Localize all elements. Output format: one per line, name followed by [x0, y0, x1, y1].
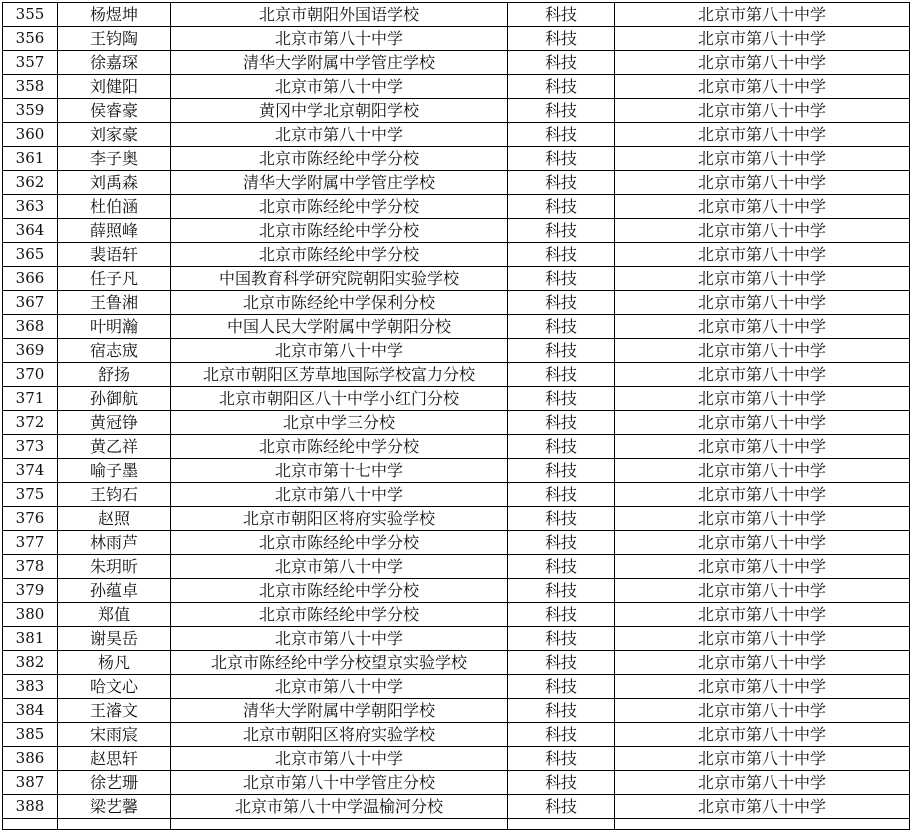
- admitted-school-cell: 北京市第八十中学: [615, 219, 910, 243]
- admitted-school-cell: 北京市第八十中学: [615, 363, 910, 387]
- admitted-school-cell: 北京市第八十中学: [615, 195, 910, 219]
- category-cell: 科技: [508, 651, 615, 675]
- school-name-cell: 清华大学附属中学朝阳学校: [171, 699, 508, 723]
- admitted-school-cell: 北京市第八十中学: [615, 267, 910, 291]
- school-name-cell: 北京市陈经纶中学分校望京实验学校: [171, 651, 508, 675]
- student-name-cell: 任子凡: [58, 267, 171, 291]
- admitted-school-cell: 北京市第八十中学: [615, 435, 910, 459]
- student-name-cell: 刘家豪: [58, 123, 171, 147]
- student-name-cell: 徐嘉琛: [58, 51, 171, 75]
- student-name-cell: 杨煜坤: [58, 3, 171, 27]
- table-row: [3, 651, 910, 675]
- school-name-cell: 北京市陈经纶中学分校: [171, 603, 508, 627]
- table-row: [3, 195, 910, 219]
- student-name-cell: 王濬文: [58, 699, 171, 723]
- row-number-cell: 360: [3, 123, 58, 147]
- table-row: [3, 699, 910, 723]
- student-name-cell: 宋雨宸: [58, 723, 171, 747]
- row-number-cell: 366: [3, 267, 58, 291]
- table-row: [3, 363, 910, 387]
- admitted-school-cell: 北京市第八十中学: [615, 459, 910, 483]
- school-name-cell: 北京市朝阳外国语学校: [171, 3, 508, 27]
- student-name-cell: 哈文心: [58, 675, 171, 699]
- admitted-school-cell: 北京市第八十中学: [615, 291, 910, 315]
- school-name-cell: 北京市陈经纶中学分校: [171, 579, 508, 603]
- table-row: [3, 507, 910, 531]
- category-cell: 科技: [508, 3, 615, 27]
- table-row: [3, 723, 910, 747]
- student-name-cell: 谢昊岳: [58, 627, 171, 651]
- student-name-cell: 李子奥: [58, 147, 171, 171]
- row-number-cell: 377: [3, 531, 58, 555]
- category-cell: 科技: [508, 147, 615, 171]
- category-cell: 科技: [508, 747, 615, 771]
- table-row: [3, 3, 910, 27]
- admitted-school-cell: 北京市第八十中学: [615, 507, 910, 531]
- category-cell: 科技: [508, 531, 615, 555]
- student-name-cell: 宿志宬: [58, 339, 171, 363]
- admitted-school-cell: 北京市第八十中学: [615, 483, 910, 507]
- school-name-cell: 北京市朝阳区将府实验学校: [171, 723, 508, 747]
- category-cell: 科技: [508, 171, 615, 195]
- category-cell: 科技: [508, 579, 615, 603]
- student-name-cell: 薛照峰: [58, 219, 171, 243]
- school-name-cell: 中国人民大学附属中学朝阳分校: [171, 315, 508, 339]
- table-row: [3, 27, 910, 51]
- school-name-cell: 黄冈中学北京朝阳学校: [171, 99, 508, 123]
- table-row: [3, 483, 910, 507]
- category-cell: 科技: [508, 267, 615, 291]
- student-name-cell: 黄乙祥: [58, 435, 171, 459]
- student-name-cell: 侯睿豪: [58, 99, 171, 123]
- admitted-school-cell: 北京市第八十中学: [615, 699, 910, 723]
- category-cell: 科技: [508, 51, 615, 75]
- row-number-cell: 356: [3, 27, 58, 51]
- row-number-cell: 362: [3, 171, 58, 195]
- row-number-cell: 359: [3, 99, 58, 123]
- table-row: [3, 171, 910, 195]
- school-name-cell: 北京市第十七中学: [171, 459, 508, 483]
- admitted-school-cell: 北京市第八十中学: [615, 603, 910, 627]
- admitted-school-cell: 北京市第八十中学: [615, 651, 910, 675]
- table-row: [3, 555, 910, 579]
- category-cell: 科技: [508, 483, 615, 507]
- school-name-cell: 清华大学附属中学管庄学校: [171, 51, 508, 75]
- table-row: [3, 123, 910, 147]
- admitted-school-cell: 北京市第八十中学: [615, 579, 910, 603]
- category-cell: 科技: [508, 243, 615, 267]
- admitted-school-cell: 北京市第八十中学: [615, 315, 910, 339]
- school-name-cell: 北京市第八十中学: [171, 627, 508, 651]
- school-name-cell: 北京市第八十中学: [171, 123, 508, 147]
- row-number-cell: 369: [3, 339, 58, 363]
- admitted-school-cell: 北京市第八十中学: [615, 627, 910, 651]
- category-cell: 科技: [508, 627, 615, 651]
- admitted-school-cell: 北京市第八十中学: [615, 339, 910, 363]
- school-name-cell: 北京市第八十中学温榆河分校: [171, 795, 508, 819]
- school-name-cell: 北京市第八十中学: [171, 675, 508, 699]
- student-name-cell: 王鲁湘: [58, 291, 171, 315]
- school-name-cell: 北京市陈经纶中学保利分校: [171, 291, 508, 315]
- student-name-cell: 裴语轩: [58, 243, 171, 267]
- admitted-school-cell: 北京市第八十中学: [615, 747, 910, 771]
- category-cell: 科技: [508, 195, 615, 219]
- row-number-cell: 375: [3, 483, 58, 507]
- school-name-cell: 北京市朝阳区芳草地国际学校富力分校: [171, 363, 508, 387]
- table-row: [3, 411, 910, 435]
- category-cell: 科技: [508, 99, 615, 123]
- school-name-cell: 北京市陈经纶中学分校: [171, 219, 508, 243]
- school-name-cell: 北京市陈经纶中学分校: [171, 243, 508, 267]
- category-cell: 科技: [508, 123, 615, 147]
- student-name-cell: 郑值: [58, 603, 171, 627]
- table-row: [3, 603, 910, 627]
- row-number-cell: 355: [3, 3, 58, 27]
- row-number-cell: 374: [3, 459, 58, 483]
- category-cell: 科技: [508, 219, 615, 243]
- category-cell: 科技: [508, 27, 615, 51]
- row-number-cell: 381: [3, 627, 58, 651]
- table-row: [3, 339, 910, 363]
- row-number-cell: 378: [3, 555, 58, 579]
- admitted-school-cell: 北京市第八十中学: [615, 243, 910, 267]
- row-number-cell: 382: [3, 651, 58, 675]
- row-number-cell: 364: [3, 219, 58, 243]
- admitted-school-cell: 北京市第八十中学: [615, 51, 910, 75]
- school-name-cell: 北京市朝阳区八十中学小红门分校: [171, 387, 508, 411]
- table-row: [3, 675, 910, 699]
- table-row: [3, 771, 910, 795]
- table-row: [3, 99, 910, 123]
- category-cell: 科技: [508, 291, 615, 315]
- admitted-school-cell: 北京市第八十中学: [615, 171, 910, 195]
- student-name-cell: 喻子墨: [58, 459, 171, 483]
- category-cell: 科技: [508, 411, 615, 435]
- partial-cell: [171, 819, 508, 830]
- school-name-cell: 北京市陈经纶中学分校: [171, 195, 508, 219]
- category-cell: 科技: [508, 771, 615, 795]
- student-name-cell: 朱玥昕: [58, 555, 171, 579]
- category-cell: 科技: [508, 387, 615, 411]
- admitted-school-cell: 北京市第八十中学: [615, 3, 910, 27]
- row-number-cell: 383: [3, 675, 58, 699]
- table-row: [3, 747, 910, 771]
- row-number-cell: 376: [3, 507, 58, 531]
- row-number-cell: 379: [3, 579, 58, 603]
- school-name-cell: 北京市第八十中学: [171, 75, 508, 99]
- partial-cell: [58, 819, 171, 830]
- admitted-school-cell: 北京市第八十中学: [615, 723, 910, 747]
- school-name-cell: 北京中学三分校: [171, 411, 508, 435]
- category-cell: 科技: [508, 555, 615, 579]
- row-number-cell: 357: [3, 51, 58, 75]
- row-number-cell: 370: [3, 363, 58, 387]
- table-row: [3, 147, 910, 171]
- student-name-cell: 杜伯涵: [58, 195, 171, 219]
- student-name-cell: 杨凡: [58, 651, 171, 675]
- school-name-cell: 北京市第八十中学: [171, 747, 508, 771]
- category-cell: 科技: [508, 315, 615, 339]
- admitted-school-cell: 北京市第八十中学: [615, 123, 910, 147]
- school-name-cell: 北京市朝阳区将府实验学校: [171, 507, 508, 531]
- table-row-partial: [3, 819, 910, 830]
- category-cell: 科技: [508, 507, 615, 531]
- row-number-cell: 380: [3, 603, 58, 627]
- partial-cell: [3, 819, 58, 830]
- school-name-cell: 北京市第八十中学管庄分校: [171, 771, 508, 795]
- table-row: [3, 291, 910, 315]
- school-name-cell: 北京市第八十中学: [171, 483, 508, 507]
- school-name-cell: 中国教育科学研究院朝阳实验学校: [171, 267, 508, 291]
- row-number-cell: 384: [3, 699, 58, 723]
- admitted-school-cell: 北京市第八十中学: [615, 795, 910, 819]
- school-name-cell: 北京市第八十中学: [171, 555, 508, 579]
- table-row: [3, 459, 910, 483]
- row-number-cell: 367: [3, 291, 58, 315]
- row-number-cell: 373: [3, 435, 58, 459]
- row-number-cell: 387: [3, 771, 58, 795]
- row-number-cell: 372: [3, 411, 58, 435]
- table-row: [3, 267, 910, 291]
- category-cell: 科技: [508, 699, 615, 723]
- admission-table: [2, 2, 910, 830]
- table-row: [3, 435, 910, 459]
- category-cell: 科技: [508, 459, 615, 483]
- student-name-cell: 叶明瀚: [58, 315, 171, 339]
- category-cell: 科技: [508, 603, 615, 627]
- table-row: [3, 243, 910, 267]
- admitted-school-cell: 北京市第八十中学: [615, 75, 910, 99]
- table-row: [3, 531, 910, 555]
- student-name-cell: 赵照: [58, 507, 171, 531]
- student-name-cell: 舒扬: [58, 363, 171, 387]
- category-cell: 科技: [508, 795, 615, 819]
- row-number-cell: 365: [3, 243, 58, 267]
- table-row: [3, 795, 910, 819]
- school-name-cell: 北京市陈经纶中学分校: [171, 531, 508, 555]
- admitted-school-cell: 北京市第八十中学: [615, 147, 910, 171]
- table-row: [3, 315, 910, 339]
- row-number-cell: 363: [3, 195, 58, 219]
- school-name-cell: 北京市第八十中学: [171, 27, 508, 51]
- admitted-school-cell: 北京市第八十中学: [615, 99, 910, 123]
- category-cell: 科技: [508, 675, 615, 699]
- row-number-cell: 358: [3, 75, 58, 99]
- category-cell: 科技: [508, 75, 615, 99]
- admitted-school-cell: 北京市第八十中学: [615, 771, 910, 795]
- student-name-cell: 孙蕴卓: [58, 579, 171, 603]
- student-name-cell: 王钧陶: [58, 27, 171, 51]
- row-number-cell: 385: [3, 723, 58, 747]
- category-cell: 科技: [508, 723, 615, 747]
- admitted-school-cell: 北京市第八十中学: [615, 675, 910, 699]
- student-name-cell: 徐艺珊: [58, 771, 171, 795]
- row-number-cell: 388: [3, 795, 58, 819]
- category-cell: 科技: [508, 435, 615, 459]
- school-name-cell: 北京市陈经纶中学分校: [171, 147, 508, 171]
- table-row: [3, 627, 910, 651]
- row-number-cell: 361: [3, 147, 58, 171]
- school-name-cell: 北京市第八十中学: [171, 339, 508, 363]
- row-number-cell: 386: [3, 747, 58, 771]
- student-name-cell: 赵思轩: [58, 747, 171, 771]
- admitted-school-cell: 北京市第八十中学: [615, 531, 910, 555]
- admitted-school-cell: 北京市第八十中学: [615, 555, 910, 579]
- school-name-cell: 北京市陈经纶中学分校: [171, 435, 508, 459]
- category-cell: 科技: [508, 339, 615, 363]
- student-name-cell: 梁艺馨: [58, 795, 171, 819]
- school-name-cell: 清华大学附属中学管庄学校: [171, 171, 508, 195]
- partial-cell: [615, 819, 910, 830]
- table-row: [3, 51, 910, 75]
- table-row: [3, 387, 910, 411]
- student-name-cell: 刘禹森: [58, 171, 171, 195]
- student-name-cell: 王钧石: [58, 483, 171, 507]
- row-number-cell: 371: [3, 387, 58, 411]
- student-name-cell: 林雨芦: [58, 531, 171, 555]
- row-number-cell: 368: [3, 315, 58, 339]
- student-name-cell: 孙御航: [58, 387, 171, 411]
- student-name-cell: 刘健阳: [58, 75, 171, 99]
- table-row: [3, 219, 910, 243]
- partial-cell: [508, 819, 615, 830]
- admitted-school-cell: 北京市第八十中学: [615, 411, 910, 435]
- student-name-cell: 黄冠铮: [58, 411, 171, 435]
- table-row: [3, 75, 910, 99]
- admitted-school-cell: 北京市第八十中学: [615, 27, 910, 51]
- table-row: [3, 579, 910, 603]
- table-body: [3, 3, 910, 830]
- category-cell: 科技: [508, 363, 615, 387]
- admitted-school-cell: 北京市第八十中学: [615, 387, 910, 411]
